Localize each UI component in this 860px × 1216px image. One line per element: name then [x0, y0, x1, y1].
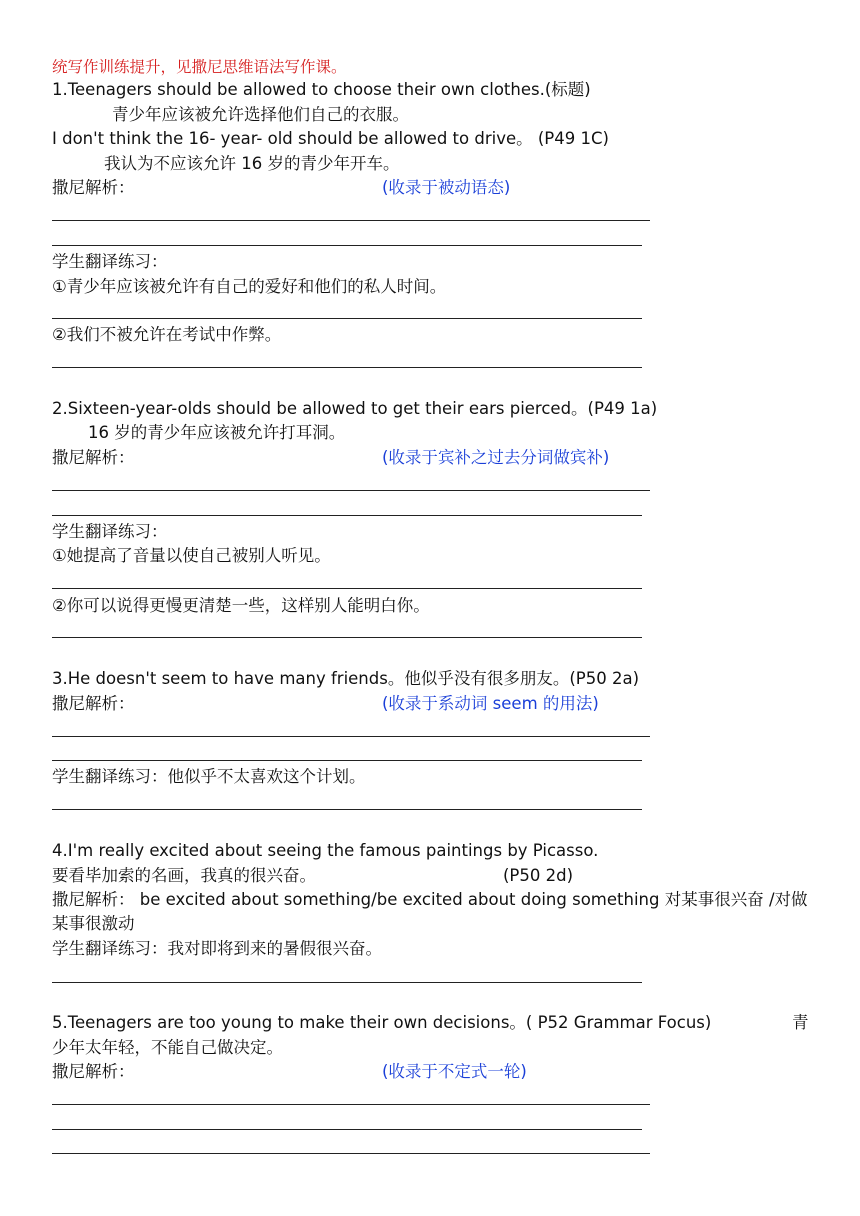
s1-practice-2: ②我们不被允许在考试中作弊。 — [52, 325, 282, 344]
answer-line[interactable] — [52, 809, 642, 810]
s5-english-tail: 青 — [792, 1013, 809, 1032]
answer-line[interactable] — [52, 760, 642, 761]
s1-example-english: I don't think the 16- year- old should be allowed to drive。 (P49 1C) — [52, 129, 609, 148]
s3-analysis-label: 撒尼解析： — [52, 694, 135, 713]
answer-line[interactable] — [52, 245, 642, 246]
s3-english-sentence: 3.He doesn't seem to have many friends。他似乎没有很多朋友。(P50 2a) — [52, 669, 640, 688]
s2-practice-2: ②你可以说得更慢更清楚一些，这样别人能明白你。 — [52, 596, 430, 615]
s3-note: (收录于系动词 seem 的用法) — [382, 694, 599, 713]
s2-chinese-translation: 16 岁的青少年应该被允许打耳洞。 — [88, 423, 346, 442]
s4-chinese-translation: 要看毕加索的名画，我真的很兴奋。 — [52, 866, 316, 885]
s1-practice-label: 学生翻译练习： — [52, 252, 168, 271]
answer-line[interactable] — [52, 982, 642, 983]
s5-english-sentence: 5.Teenagers are too young to make their own decisions。( P52 Grammar Focus) — [52, 1013, 712, 1032]
s2-english-sentence: 2.Sixteen-year-olds should be allowed to get their ears pierced。(P49 1a) — [52, 399, 658, 418]
intro-text: 统写作训练提升，见撒尼思维语法写作课。 — [52, 58, 347, 76]
answer-line[interactable] — [52, 1104, 650, 1105]
s5-note: (收录于不定式一轮) — [382, 1062, 527, 1081]
s1-practice-1: ①青少年应该被允许有自己的爱好和他们的私人时间。 — [52, 277, 447, 296]
answer-line[interactable] — [52, 1153, 650, 1154]
answer-line[interactable] — [52, 736, 650, 737]
answer-line[interactable] — [52, 1129, 642, 1130]
answer-line[interactable] — [52, 637, 642, 638]
s1-chinese-translation: 青少年应该被允许选择他们自己的衣服。 — [112, 105, 409, 124]
answer-line[interactable] — [52, 588, 642, 589]
s2-practice-1: ①她提高了音量以使自己被别人听见。 — [52, 546, 331, 565]
answer-line[interactable] — [52, 515, 642, 516]
s4-english-sentence: 4.I'm really excited about seeing the famous paintings by Picasso. — [52, 841, 599, 860]
s2-note: (收录于宾补之过去分词做宾补) — [382, 448, 610, 467]
s1-english-sentence: 1.Teenagers should be allowed to choose their own clothes.(标题) — [52, 80, 591, 99]
s1-note: (收录于被动语态) — [382, 178, 511, 197]
s5-chinese-translation: 少年太年轻，不能自己做决定。 — [52, 1038, 283, 1057]
s3-practice: 学生翻译练习：他似乎不太喜欢这个计划。 — [52, 767, 366, 786]
answer-line[interactable] — [52, 220, 650, 221]
answer-line[interactable] — [52, 367, 642, 368]
s5-analysis-label: 撒尼解析： — [52, 1062, 135, 1081]
s1-example-chinese: 我认为不应该允许 16 岁的青少年开车。 — [104, 154, 400, 173]
s4-page-ref: (P50 2d) — [503, 866, 574, 885]
s2-practice-label: 学生翻译练习： — [52, 522, 168, 541]
s2-analysis-label: 撒尼解析： — [52, 448, 135, 467]
s4-practice: 学生翻译练习：我对即将到来的暑假很兴奋。 — [52, 939, 382, 958]
answer-line[interactable] — [52, 490, 650, 491]
s4-analysis: 撒尼解析： be excited about something/be excited about doing something 对某事很兴奋 /对做某事很激动 — [52, 890, 808, 933]
s1-analysis-label: 撒尼解析： — [52, 178, 135, 197]
answer-line[interactable] — [52, 318, 642, 319]
